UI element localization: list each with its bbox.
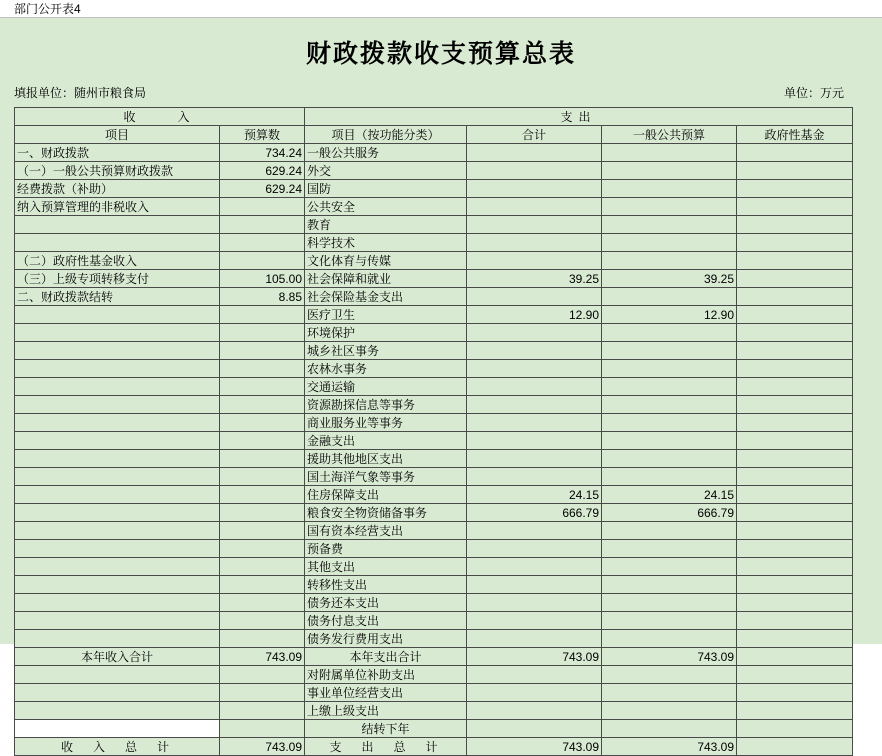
income-value-cell[interactable]	[220, 252, 305, 270]
expense-total-cell[interactable]	[467, 612, 602, 630]
expense-fund-cell[interactable]	[737, 576, 853, 594]
expense-total-cell[interactable]	[467, 144, 602, 162]
income-total-label[interactable]: 收 入 总 计	[15, 738, 220, 756]
expense-public-cell[interactable]	[602, 234, 737, 252]
expense-item-cell[interactable]: 预备费	[305, 540, 467, 558]
expense-fund-cell[interactable]	[737, 468, 853, 486]
expense-item-cell[interactable]: 债务还本支出	[305, 594, 467, 612]
expense-total-cell[interactable]	[467, 684, 602, 702]
income-item-cell[interactable]: （二）政府性基金收入	[15, 252, 220, 270]
income-item-cell[interactable]	[15, 630, 220, 648]
expense-total-cell[interactable]	[467, 414, 602, 432]
table-row	[15, 558, 853, 576]
unit-label: 单位：万元	[783, 86, 844, 100]
income-item-cell[interactable]	[15, 540, 220, 558]
income-value-cell[interactable]	[220, 576, 305, 594]
expense-total-cell[interactable]	[467, 198, 602, 216]
expense-fund-cell[interactable]	[737, 702, 853, 720]
expense-public-cell[interactable]	[602, 468, 737, 486]
income-item-cell[interactable]: （三）上级专项转移支付	[15, 270, 220, 288]
table-row	[15, 576, 853, 594]
expense-total-cell[interactable]: 39.25	[467, 270, 602, 288]
expense-total-cell[interactable]	[467, 342, 602, 360]
income-value-cell[interactable]	[220, 540, 305, 558]
income-item-cell[interactable]	[15, 306, 220, 324]
income-value-cell[interactable]	[220, 198, 305, 216]
expense-item-cell[interactable]: 商业服务业等事务	[305, 414, 467, 432]
expense-public-cell[interactable]	[602, 216, 737, 234]
expense-group-header: 支出	[305, 108, 853, 126]
subtotal-row	[15, 648, 853, 666]
table-row	[15, 684, 853, 702]
table-row	[15, 180, 853, 198]
table-row	[15, 414, 853, 432]
expense-item-cell[interactable]: 金融支出	[305, 432, 467, 450]
expense-total-cell[interactable]	[467, 594, 602, 612]
expense-total-cell[interactable]	[467, 702, 602, 720]
expense-public-cell[interactable]	[602, 162, 737, 180]
income-item-cell[interactable]: 纳入预算管理的非税收入	[15, 198, 220, 216]
income-value-cell[interactable]	[220, 702, 305, 720]
expense-public-cell[interactable]	[602, 684, 737, 702]
income-value-cell[interactable]	[220, 612, 305, 630]
income-item-cell[interactable]: 二、财政拨款结转	[15, 288, 220, 306]
expense-item-cell[interactable]: 环境保护	[305, 324, 467, 342]
expense-fund-cell[interactable]	[737, 198, 853, 216]
expense-fund-cell[interactable]	[737, 180, 853, 198]
expense-fund-cell[interactable]	[737, 378, 853, 396]
expense-fund-cell[interactable]	[737, 540, 853, 558]
income-value-cell[interactable]	[220, 504, 305, 522]
expense-public-cell[interactable]	[602, 450, 737, 468]
income-value-cell[interactable]	[220, 630, 305, 648]
income-value-cell[interactable]	[220, 360, 305, 378]
expense-fund-cell[interactable]	[737, 306, 853, 324]
table-row	[15, 162, 853, 180]
sheet-tab-strip	[0, 0, 882, 18]
expense-item-cell[interactable]: 事业单位经营支出	[305, 684, 467, 702]
expense-fund-cell[interactable]	[737, 666, 853, 684]
income-value-cell[interactable]	[220, 522, 305, 540]
expense-total-cell[interactable]	[467, 252, 602, 270]
expense-public-cell[interactable]	[602, 594, 737, 612]
income-value-cell[interactable]	[220, 450, 305, 468]
expense-total-cell[interactable]: 666.79	[467, 504, 602, 522]
income-value-cell[interactable]	[220, 396, 305, 414]
income-value-cell[interactable]	[220, 324, 305, 342]
expense-item-cell[interactable]: 债务发行费用支出	[305, 630, 467, 648]
expense-public-cell[interactable]	[602, 252, 737, 270]
table-row	[15, 144, 853, 162]
expense-item-cell[interactable]: 交通运输	[305, 378, 467, 396]
table-row	[15, 540, 853, 558]
expense-fund-cell[interactable]	[737, 144, 853, 162]
income-item-cell[interactable]	[15, 432, 220, 450]
expense-public-cell[interactable]	[602, 522, 737, 540]
table-row	[15, 270, 853, 288]
expense-item-cell[interactable]: 教育	[305, 216, 467, 234]
expense-item-cell[interactable]: 公共安全	[305, 198, 467, 216]
table-row	[15, 432, 853, 450]
expense-fund-cell[interactable]	[737, 234, 853, 252]
expense-public-cell[interactable]	[602, 342, 737, 360]
income-item-cell[interactable]	[15, 522, 220, 540]
income-item-cell[interactable]	[15, 666, 220, 684]
expense-item-cell[interactable]: 国防	[305, 180, 467, 198]
expense-total-cell[interactable]	[467, 162, 602, 180]
expense-fund-cell[interactable]	[737, 216, 853, 234]
col-income-budget: 预算数	[220, 126, 305, 144]
income-item-cell[interactable]	[15, 234, 220, 252]
expense-public-cell[interactable]	[602, 666, 737, 684]
table-row	[15, 342, 853, 360]
expense-total-cell[interactable]	[467, 288, 602, 306]
expense-public-cell[interactable]	[602, 396, 737, 414]
expense-item-cell[interactable]: 一般公共服务	[305, 144, 467, 162]
budget-table	[14, 107, 853, 756]
expense-total-cell[interactable]	[467, 558, 602, 576]
income-item-cell[interactable]	[15, 396, 220, 414]
expense-public-cell[interactable]	[602, 630, 737, 648]
expense-total-cell[interactable]	[467, 180, 602, 198]
income-item-cell[interactable]: 一、财政拨款	[15, 144, 220, 162]
expense-public-cell[interactable]	[602, 144, 737, 162]
expense-item-cell[interactable]: 粮食安全物资储备事务	[305, 504, 467, 522]
income-item-cell[interactable]	[15, 702, 220, 720]
expense-public-cell[interactable]	[602, 288, 737, 306]
expense-public-cell[interactable]: 24.15	[602, 486, 737, 504]
income-item-cell[interactable]: 经费拨款（补助）	[15, 180, 220, 198]
expense-total-cell[interactable]	[467, 720, 602, 738]
income-value-cell[interactable]	[220, 720, 305, 738]
expense-public-cell[interactable]	[602, 612, 737, 630]
income-value-cell[interactable]	[220, 558, 305, 576]
income-group-header: 收 入	[15, 108, 305, 126]
income-value-cell[interactable]	[220, 468, 305, 486]
table-row	[15, 468, 853, 486]
table-row	[15, 720, 853, 738]
group-header-row	[15, 108, 853, 126]
table-row	[15, 234, 853, 252]
expense-item-cell[interactable]: 社会保险基金支出	[305, 288, 467, 306]
expense-total-cell[interactable]	[467, 576, 602, 594]
expense-fund-cell[interactable]	[737, 450, 853, 468]
expense-fund-cell[interactable]	[737, 522, 853, 540]
expense-public-cell[interactable]: 666.79	[602, 504, 737, 522]
expense-total-cell[interactable]	[467, 378, 602, 396]
col-expense-total: 合计	[467, 126, 602, 144]
expense-total-cell[interactable]: 24.15	[467, 486, 602, 504]
expense-fund-cell[interactable]	[737, 396, 853, 414]
income-item-cell[interactable]	[15, 216, 220, 234]
expense-total-cell[interactable]	[467, 666, 602, 684]
income-value-cell[interactable]	[220, 342, 305, 360]
table-row	[15, 702, 853, 720]
col-expense-fund: 政府性基金	[737, 126, 853, 144]
expense-fund-cell[interactable]	[737, 270, 853, 288]
income-item-cell[interactable]: （一）一般公共预算财政拨款	[15, 162, 220, 180]
income-total-value[interactable]: 743.09	[220, 738, 305, 756]
income-value-cell[interactable]	[220, 306, 305, 324]
table-row	[15, 630, 853, 648]
expense-fund-cell[interactable]	[737, 612, 853, 630]
table-row	[15, 450, 853, 468]
expense-item-cell[interactable]: 对附属单位补助支出	[305, 666, 467, 684]
income-item-cell[interactable]	[15, 342, 220, 360]
expense-fund-total-value[interactable]	[737, 738, 853, 756]
table-row	[15, 360, 853, 378]
income-item-cell[interactable]	[15, 324, 220, 342]
expense-item-cell[interactable]: 结转下年	[305, 720, 467, 738]
expense-public-cell[interactable]	[602, 720, 737, 738]
expense-item-cell[interactable]: 社会保障和就业	[305, 270, 467, 288]
expense-fund-cell[interactable]	[737, 342, 853, 360]
expense-item-cell[interactable]: 文化体育与传媒	[305, 252, 467, 270]
expense-total-cell[interactable]	[467, 540, 602, 558]
expense-fund-cell[interactable]	[737, 414, 853, 432]
income-item-cell[interactable]	[15, 468, 220, 486]
expense-fund-cell[interactable]	[737, 252, 853, 270]
table-row	[15, 522, 853, 540]
expense-total-cell[interactable]	[467, 522, 602, 540]
expense-fund-cell[interactable]	[737, 432, 853, 450]
income-value-cell[interactable]	[220, 594, 305, 612]
table-row	[15, 216, 853, 234]
table-row	[15, 378, 853, 396]
expense-public-cell[interactable]	[602, 378, 737, 396]
report-body	[0, 18, 882, 754]
expense-public-cell[interactable]	[602, 180, 737, 198]
table-row	[15, 486, 853, 504]
sheet-tab-label: 部门公开表4	[14, 2, 81, 16]
expense-total-cell[interactable]	[467, 396, 602, 414]
expense-total-cell[interactable]	[467, 360, 602, 378]
expense-public-cell[interactable]	[602, 558, 737, 576]
expense-total-cell[interactable]	[467, 324, 602, 342]
income-item-cell[interactable]	[15, 576, 220, 594]
income-item-cell[interactable]	[15, 414, 220, 432]
table-row	[15, 288, 853, 306]
expense-fund-cell[interactable]	[737, 360, 853, 378]
expense-subtotal-label[interactable]: 本年支出合计	[305, 648, 467, 666]
expense-public-cell[interactable]	[602, 702, 737, 720]
table-row	[15, 612, 853, 630]
table-row	[15, 396, 853, 414]
income-value-cell[interactable]: 629.24	[220, 162, 305, 180]
expense-subtotal-total[interactable]: 743.09	[467, 648, 602, 666]
income-value-cell[interactable]: 105.00	[220, 270, 305, 288]
expense-total-cell[interactable]	[467, 216, 602, 234]
expense-total-cell[interactable]	[467, 630, 602, 648]
income-value-cell[interactable]	[220, 378, 305, 396]
expense-item-cell[interactable]: 科学技术	[305, 234, 467, 252]
income-value-cell[interactable]	[220, 684, 305, 702]
income-item-cell[interactable]	[15, 360, 220, 378]
income-value-cell[interactable]	[220, 234, 305, 252]
expense-subtotal-fund[interactable]	[737, 648, 853, 666]
income-item-cell[interactable]	[15, 558, 220, 576]
expense-public-cell[interactable]	[602, 576, 737, 594]
expense-item-cell[interactable]: 城乡社区事务	[305, 342, 467, 360]
expense-public-cell[interactable]	[602, 414, 737, 432]
column-header-row	[15, 126, 853, 144]
expense-item-cell[interactable]: 援助其他地区支出	[305, 450, 467, 468]
income-item-cell[interactable]	[15, 612, 220, 630]
income-item-cell[interactable]	[15, 594, 220, 612]
expense-item-cell[interactable]: 住房保障支出	[305, 486, 467, 504]
expense-total-cell[interactable]	[467, 468, 602, 486]
income-item-cell[interactable]	[15, 450, 220, 468]
expense-fund-cell[interactable]	[737, 486, 853, 504]
income-value-cell[interactable]: 734.24	[220, 144, 305, 162]
expense-fund-cell[interactable]	[737, 288, 853, 306]
income-value-cell[interactable]	[220, 486, 305, 504]
expense-fund-cell[interactable]	[737, 720, 853, 738]
expense-subtotal-public[interactable]: 743.09	[602, 648, 737, 666]
income-item-cell[interactable]	[15, 486, 220, 504]
table-row	[15, 198, 853, 216]
income-value-cell[interactable]	[220, 414, 305, 432]
table-row	[15, 306, 853, 324]
expense-item-cell[interactable]: 外交	[305, 162, 467, 180]
expense-total-cell[interactable]	[467, 450, 602, 468]
table-row	[15, 324, 853, 342]
expense-item-cell[interactable]: 其他支出	[305, 558, 467, 576]
expense-total-cell[interactable]	[467, 432, 602, 450]
expense-public-cell[interactable]	[602, 432, 737, 450]
expense-public-cell[interactable]	[602, 360, 737, 378]
table-row	[15, 252, 853, 270]
income-subtotal-value[interactable]: 743.09	[220, 648, 305, 666]
income-value-cell[interactable]	[220, 666, 305, 684]
grand-total-row	[15, 738, 853, 756]
income-value-cell[interactable]	[220, 432, 305, 450]
expense-item-cell[interactable]: 国土海洋气象等事务	[305, 468, 467, 486]
expense-fund-cell[interactable]	[737, 594, 853, 612]
expense-public-total-value[interactable]: 743.09	[602, 738, 737, 756]
expense-total-cell[interactable]: 12.90	[467, 306, 602, 324]
expense-fund-cell[interactable]	[737, 504, 853, 522]
expense-total-cell[interactable]	[467, 234, 602, 252]
page-title: 财政拨款收支预算总表	[305, 41, 576, 68]
income-item-cell[interactable]	[15, 378, 220, 396]
income-value-cell[interactable]: 8.85	[220, 288, 305, 306]
expense-item-cell[interactable]: 债务付息支出	[305, 612, 467, 630]
expense-public-cell[interactable]: 39.25	[602, 270, 737, 288]
expense-item-cell[interactable]: 医疗卫生	[305, 306, 467, 324]
expense-total-value[interactable]: 743.09	[467, 738, 602, 756]
expense-public-cell[interactable]	[602, 324, 737, 342]
col-income-item: 项目	[15, 126, 220, 144]
expense-item-cell[interactable]: 上缴上级支出	[305, 702, 467, 720]
col-expense-item: 项目（按功能分类）	[305, 126, 467, 144]
table-row	[15, 504, 853, 522]
table-row	[15, 666, 853, 684]
income-value-cell[interactable]: 629.24	[220, 180, 305, 198]
income-subtotal-label[interactable]: 本年收入合计	[15, 648, 220, 666]
table-row	[15, 594, 853, 612]
expense-fund-cell[interactable]	[737, 558, 853, 576]
expense-public-cell[interactable]	[602, 198, 737, 216]
expense-item-cell[interactable]: 转移性支出	[305, 576, 467, 594]
expense-fund-cell[interactable]	[737, 162, 853, 180]
income-item-cell[interactable]	[15, 684, 220, 702]
expense-item-cell[interactable]: 农林水事务	[305, 360, 467, 378]
expense-fund-cell[interactable]	[737, 324, 853, 342]
reporting-unit-label: 填报单位：随州市粮食局	[14, 86, 147, 100]
meta-row	[0, 78, 882, 107]
expense-item-cell[interactable]: 国有资本经营支出	[305, 522, 467, 540]
expense-item-cell[interactable]: 资源勘探信息等事务	[305, 396, 467, 414]
income-item-cell[interactable]	[15, 504, 220, 522]
expense-fund-cell[interactable]	[737, 684, 853, 702]
expense-public-cell[interactable]: 12.90	[602, 306, 737, 324]
col-expense-public: 一般公共预算	[602, 126, 737, 144]
expense-fund-cell[interactable]	[737, 630, 853, 648]
income-item-cell[interactable]	[15, 720, 220, 738]
expense-public-cell[interactable]	[602, 540, 737, 558]
expense-total-label[interactable]: 支 出 总 计	[305, 738, 467, 756]
income-value-cell[interactable]	[220, 216, 305, 234]
